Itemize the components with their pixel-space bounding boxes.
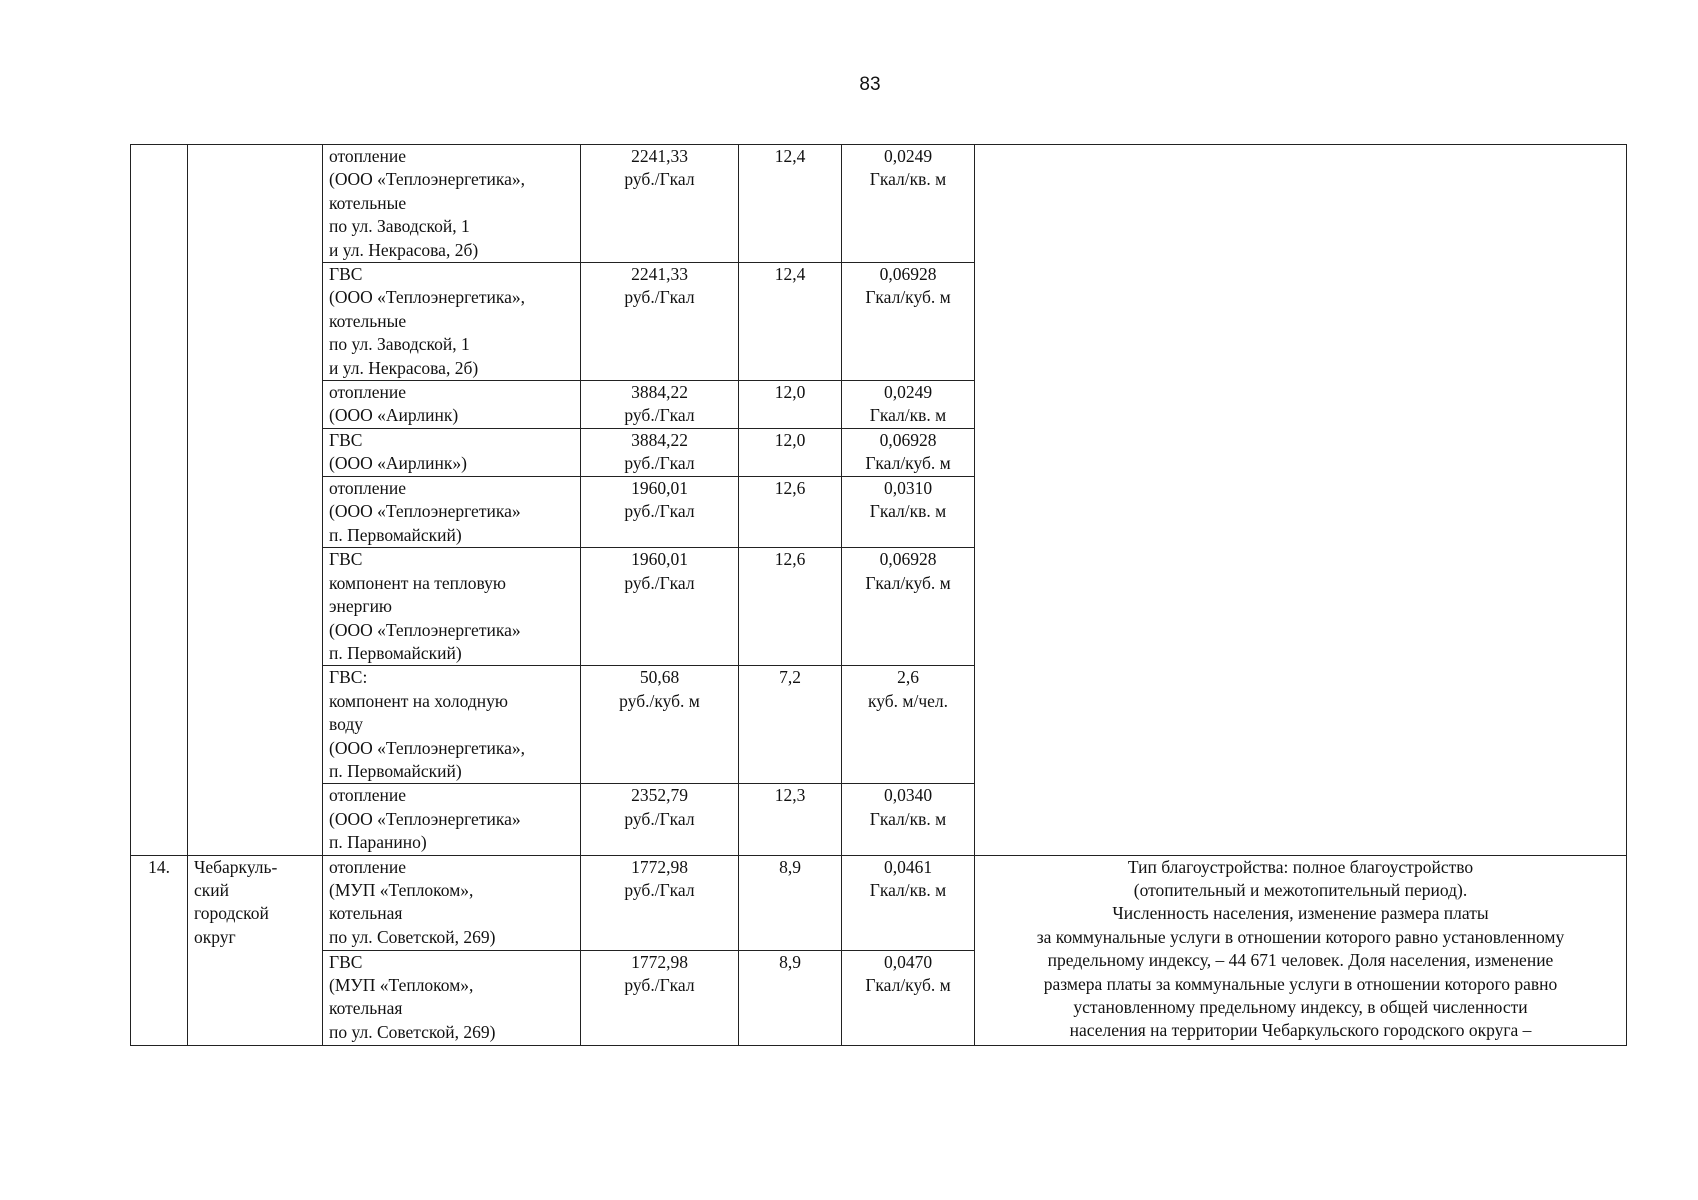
tariff-cell: 2241,33 руб./Гкал [581,145,739,263]
table-row [131,145,1627,263]
service-cell: отопление (ООО «Теплоэнергетика» п. Первомайский) [323,477,581,548]
tariff-cell: 1960,01 руб./Гкал [581,477,739,548]
note-cell [975,145,1627,856]
service-cell: отопление (ООО «Теплоэнергетика», котельные по ул. Заводской, 1 и ул. Некрасова, 2б) [323,145,581,263]
territory-cell [188,855,323,1045]
service-cell: отопление (ООО «Теплоэнергетика» п. Паранино) [323,784,581,855]
norm-cell: 0,0249 Гкал/кв. м [842,145,975,263]
norm-cell: 0,06928 Гкал/куб. м [842,548,975,666]
norm-cell: 0,06928 Гкал/куб. м [842,429,975,477]
tariff-cell: 1772,98 руб./Гкал [581,855,739,950]
page-number: 83 [859,74,881,95]
tariff-cell: 3884,22 руб./Гкал [581,429,739,477]
service-cell: ГВС компонент на тепловую энергию (ООО «Теплоэнергетика» п. Первомайский) [323,548,581,666]
tariff-cell: 50,68 руб./куб. м [581,666,739,784]
index-cell: 12,6 [739,548,842,666]
tariff-cell: 1960,01 руб./Гкал [581,548,739,666]
norm-cell: 0,0310 Гкал/кв. м [842,477,975,548]
norm-cell: 0,0461 Гкал/кв. м [842,855,975,950]
row-number-cell [131,145,188,856]
index-cell: 12,3 [739,784,842,855]
service-cell: отопление (МУП «Теплоком», котельная по ул. Советской, 269) [323,855,581,950]
service-cell: отопление (ООО «Аирлинк) [323,381,581,429]
index-cell: 12,0 [739,381,842,429]
index-cell: 7,2 [739,666,842,784]
row-number-cell: 14. [131,855,188,1045]
territory-line: городской [194,903,269,924]
tariff-cell: 2241,33 руб./Гкал [581,263,739,381]
tariff-table [130,144,1627,1046]
service-cell: ГВС (ООО «Теплоэнергетика», котельные по ул. Заводской, 1 и ул. Некрасова, 2б) [323,263,581,381]
table-row [131,855,1627,950]
norm-cell: 0,0470 Гкал/куб. м [842,950,975,1045]
norm-cell: 0,06928 Гкал/куб. м [842,263,975,381]
tariff-cell: 3884,22 руб./Гкал [581,381,739,429]
territory-line: ский [194,879,229,900]
index-cell: 12,0 [739,429,842,477]
index-cell: 12,4 [739,263,842,381]
tariff-cell: 2352,79 руб./Гкал [581,784,739,855]
territory-line: округ [194,926,236,947]
index-cell: 12,6 [739,477,842,548]
index-cell: 12,4 [739,145,842,263]
norm-cell: 2,6 куб. м/чел. [842,666,975,784]
note-cell: Тип благоустройства: полное благоустройство (отопительный и межотопительный период). Численность населения, изменение размера платы за коммунальные услуги в отношении которого равно установленному предельному индексу, – 44 671 человек. Доля населения, изменение размера платы за коммунальные услуги в отношении которого равно установленному предельному индексу, в общей численности населения на территории Чебаркульского городского округа – [975,855,1627,1045]
index-cell: 8,9 [739,855,842,950]
tariff-cell: 1772,98 руб./Гкал [581,950,739,1045]
territory-line: Чебаркуль- [194,856,278,877]
norm-cell: 0,0249 Гкал/кв. м [842,381,975,429]
norm-cell: 0,0340 Гкал/кв. м [842,784,975,855]
service-cell: ГВС: компонент на холодную воду (ООО «Теплоэнергетика», п. Первомайский) [323,666,581,784]
service-cell: ГВС (ООО «Аирлинк») [323,429,581,477]
index-cell: 8,9 [739,950,842,1045]
territory-cell [188,145,323,856]
service-cell: ГВС (МУП «Теплоком», котельная по ул. Советской, 269) [323,950,581,1045]
